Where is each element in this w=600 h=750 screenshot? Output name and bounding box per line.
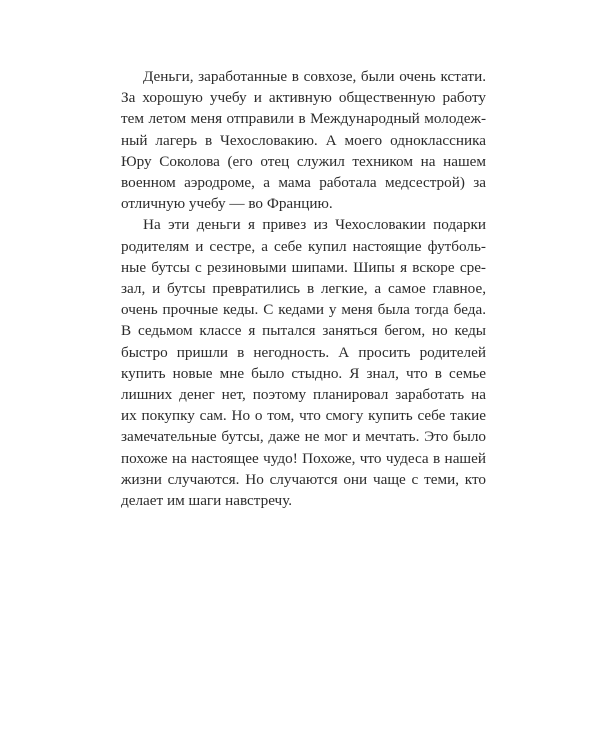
paragraph-2 — [121, 214, 486, 511]
text-line: похоже на настоящее чудо! Похоже, что чудеса в нашей — [121, 449, 486, 467]
text-line: ные бутсы с резиновыми шипами. Шипы я вскоре сре- — [121, 258, 486, 276]
text-line: делает им шаги навстречу. — [121, 492, 293, 510]
text-line: ный лагерь в Чехословакию. А моего одноклассника — [121, 131, 486, 149]
text-line: На эти деньги я привез из Чехословакии подарки — [143, 216, 486, 234]
text-line: лишних денег нет, поэтому планировал заработать на — [121, 386, 486, 404]
text-line: замечательные бутсы, даже не мог и мечтать. Это было — [121, 428, 486, 446]
text-line: Юру Соколова (его отец служил техником на нашем — [121, 152, 486, 170]
paragraph-1 — [121, 66, 486, 214]
text-line: отличную учебу — во Францию. — [121, 195, 333, 213]
body-text — [121, 66, 486, 511]
text-line: тем летом меня отправили в Международный молодеж- — [121, 110, 486, 128]
text-line: В седьмом классе я пытался заняться бегом, но кеды — [121, 322, 486, 340]
text-line: военном аэродроме, а мама работала медсестрой) за — [121, 174, 486, 192]
text-line: их покупку сам. Но о том, что смогу купить себе такие — [121, 407, 486, 425]
text-line: очень прочные кеды. С кедами у меня была тогда беда. — [121, 301, 486, 319]
text-line: За хорошую учебу и активную общественную работу — [121, 89, 486, 107]
text-line: родителям и сестре, а себе купил настоящие футболь- — [121, 237, 486, 255]
text-line: жизни случаются. Но случаются они чаще с теми, кто — [121, 470, 486, 488]
text-line: купить новые мне было стыдно. Я знал, что в семье — [121, 364, 486, 382]
text-line: быстро пришли в негодность. А просить родителей — [121, 343, 486, 361]
text-line: зал, и бутсы превратились в легкие, а самое главное, — [121, 280, 486, 298]
text-line: Деньги, заработанные в совхозе, были очень кстати. — [143, 68, 486, 85]
